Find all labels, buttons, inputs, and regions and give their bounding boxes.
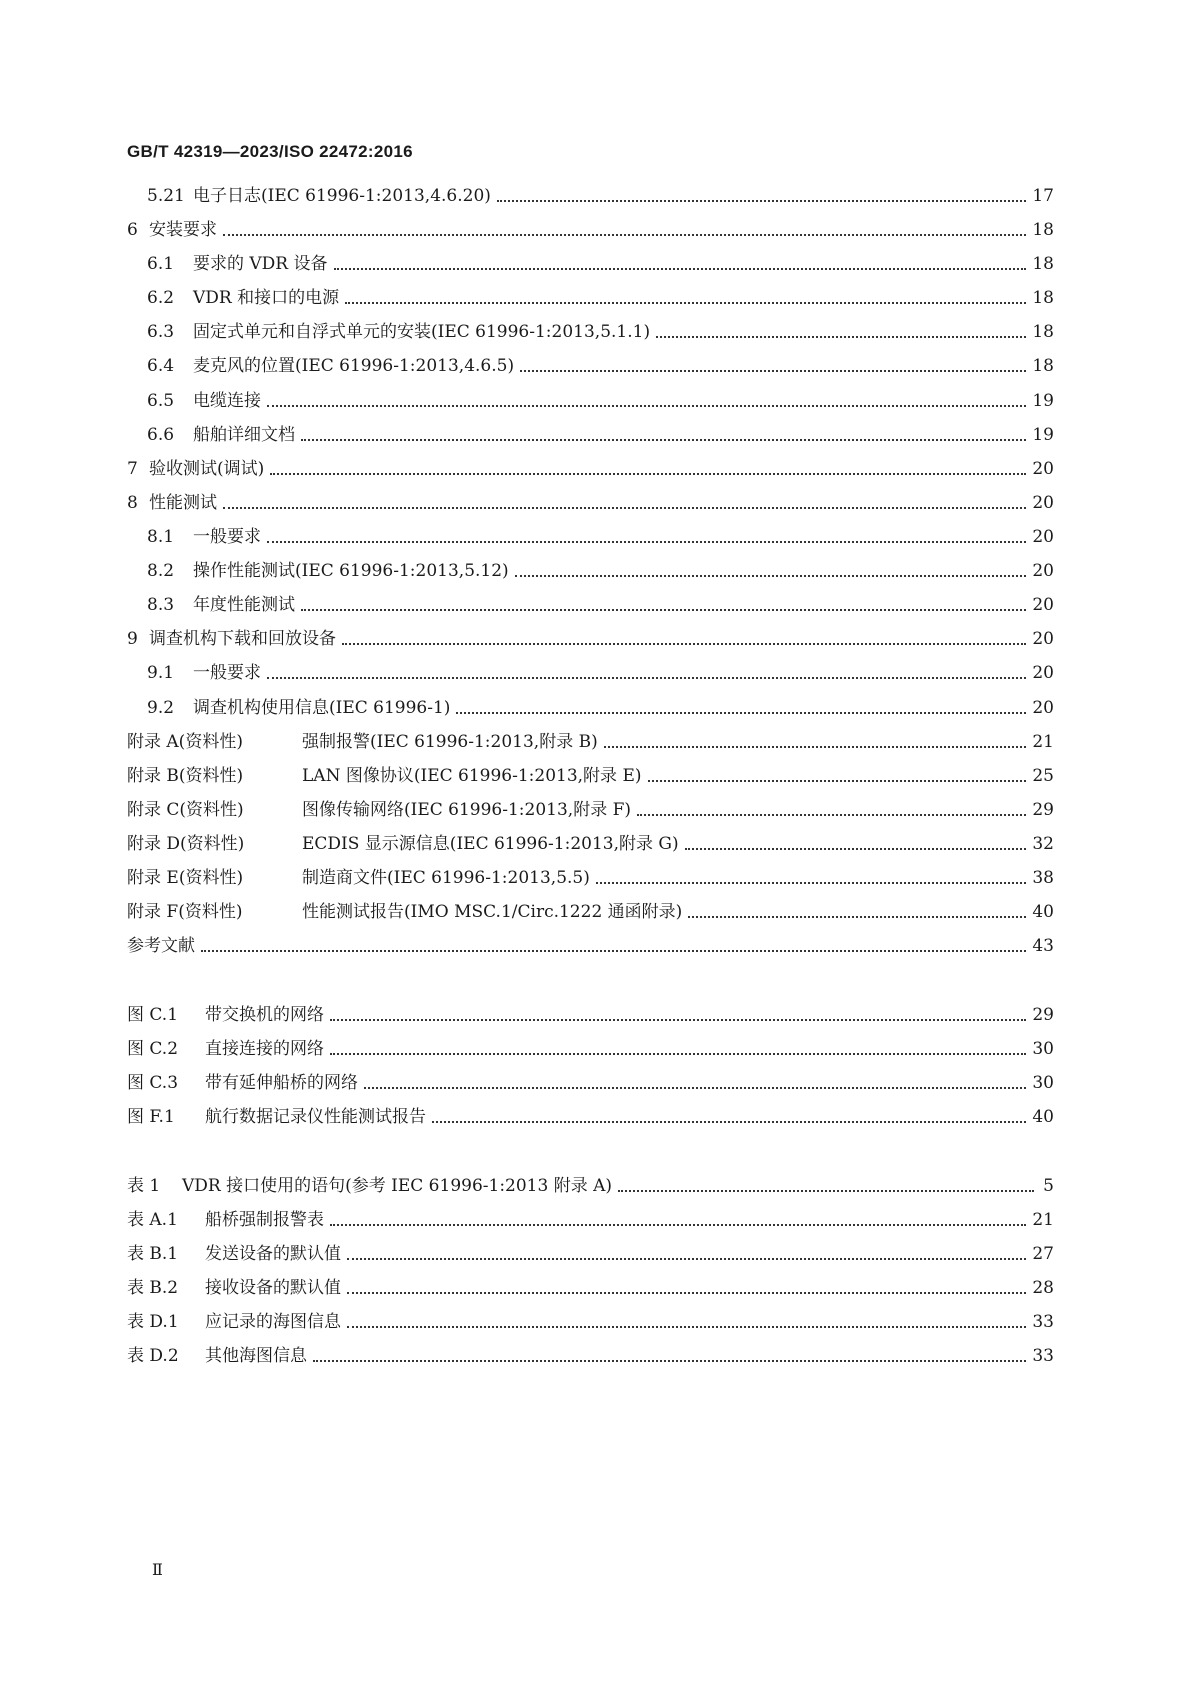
toc-entry-page: 32 [1032,834,1054,854]
toc-entry-number: 9 [127,629,138,649]
toc-entry-number: 8.1 [147,527,175,547]
toc-entry-page: 18 [1032,254,1054,274]
toc-entry[interactable] [127,831,1054,857]
figure-entry-title: 直接连接的网络 [205,1039,324,1059]
toc-entry-number: 7 [127,459,138,479]
table-entry-title: 发送设备的默认值 [205,1244,341,1264]
dot-leader [347,1258,1026,1260]
toc-entry-title: 调查机构使用信息(IEC 61996-1) [193,698,451,718]
toc-entry-page: 25 [1032,766,1054,786]
toc-entry[interactable] [127,456,1054,482]
figure-entry-title: 航行数据记录仪性能测试报告 [205,1107,426,1127]
toc-entry-number: 8 [127,493,138,513]
toc-entry-page: 29 [1032,800,1054,820]
toc-entry-title: ECDIS 显示源信息(IEC 61996-1:2013,附录 G) [302,834,679,854]
toc-entry-page: 19 [1032,425,1054,445]
dot-leader [313,1360,1026,1362]
table-entry-page: 33 [1032,1346,1054,1366]
toc-entry-title: 性能测试报告(IMO MSC.1/Circ.1222 通函附录) [302,902,683,922]
figure-entry-page: 40 [1032,1107,1054,1127]
dot-leader [342,643,1026,645]
dot-leader [301,439,1026,441]
toc-entry[interactable] [147,388,1054,414]
dot-leader [520,370,1026,372]
toc-entry-number: 6.1 [147,254,175,274]
dot-leader [596,882,1026,884]
table-entry-page: 33 [1032,1312,1054,1332]
figure-entry-number: 图 F.1 [127,1107,175,1127]
toc-entry-page: 21 [1032,732,1054,752]
toc-entry[interactable] [147,353,1054,379]
toc-entry-title: 麦克风的位置(IEC 61996-1:2013,4.6.5) [193,356,515,376]
toc-entry[interactable] [127,729,1054,755]
toc-entry-number: 附录 F(资料性) [127,902,243,922]
toc-entry[interactable] [127,933,1054,959]
dot-leader [267,541,1026,543]
table-entry-number: 表 D.2 [127,1346,179,1366]
figure-entry-number: 图 C.2 [127,1039,179,1059]
figure-entry-number: 图 C.1 [127,1005,179,1025]
toc-entry-title: 制造商文件(IEC 61996-1:2013,5.5) [302,868,590,888]
toc-entry-number: 9.1 [147,663,175,683]
dot-leader [345,302,1026,304]
toc-entry[interactable] [147,251,1054,277]
toc-entry[interactable] [147,524,1054,550]
figure-entry-page: 29 [1032,1005,1054,1025]
toc-entry-title: 安装要求 [149,220,217,240]
toc-entry[interactable] [127,217,1054,243]
table-entry[interactable] [127,1309,1054,1335]
toc-entry-title: 图像传输网络(IEC 61996-1:2013,附录 F) [302,800,632,820]
table-entry-title: 船桥强制报警表 [205,1210,324,1230]
table-entry-title: 应记录的海图信息 [205,1312,341,1332]
table-entry-page: 5 [1043,1176,1054,1196]
dot-leader [688,916,1026,918]
toc-entry-page: 18 [1032,322,1054,342]
dot-leader [267,405,1026,407]
dot-leader [223,234,1026,236]
document-code-header: GB/T 42319—2023/ISO 22472:2016 [127,142,413,161]
page-number-footer: Ⅱ [152,1560,163,1579]
table-entry-number: 表 B.2 [127,1278,179,1298]
dot-leader [648,780,1027,782]
toc-entry-page: 18 [1032,356,1054,376]
toc-entry-title: 一般要求 [193,527,261,547]
dot-leader [685,848,1027,850]
toc-entry-number: 6.6 [147,425,175,445]
dot-leader [330,1053,1026,1055]
toc-entry-number: 6 [127,220,138,240]
toc-entry-title: 固定式单元和自浮式单元的安装(IEC 61996-1:2013,5.1.1) [193,322,651,342]
toc-entry-page: 20 [1032,459,1054,479]
toc-entry[interactable] [147,660,1054,686]
toc-entry-number: 附录 B(资料性) [127,766,244,786]
toc-entry-title: 电子日志(IEC 61996-1:2013,4.6.20) [193,186,491,206]
toc-entry-number: 6.2 [147,288,175,308]
dot-leader [347,1326,1026,1328]
figure-entry-title: 带交换机的网络 [205,1005,324,1025]
dot-leader [301,609,1026,611]
toc-entry-number: 附录 A(资料性) [127,732,243,752]
toc-entry-title: 船舶详细文档 [193,425,295,445]
dot-leader [267,677,1026,679]
dot-leader [497,200,1026,202]
toc-entry-title: 年度性能测试 [193,595,295,615]
toc-entry-number: 附录 C(资料性) [127,800,244,820]
dot-leader [201,950,1026,952]
toc-entry[interactable] [127,797,1054,823]
toc-entry-page: 20 [1032,595,1054,615]
table-entry[interactable] [127,1241,1054,1267]
table-entry-number: 表 B.1 [127,1244,179,1264]
toc-entry[interactable] [147,422,1054,448]
toc-entry-page: 40 [1032,902,1054,922]
toc-entry-title: 一般要求 [193,663,261,683]
table-entry-page: 27 [1032,1244,1054,1264]
table-entry[interactable] [127,1275,1054,1301]
dot-leader [364,1087,1026,1089]
figure-entry[interactable] [127,1036,1054,1062]
table-entry[interactable] [127,1207,1054,1233]
toc-entry-page: 20 [1032,493,1054,513]
table-entry-page: 28 [1032,1278,1054,1298]
table-entry-title: 接收设备的默认值 [205,1278,341,1298]
figure-entry[interactable] [127,1104,1054,1130]
toc-entry-page: 20 [1032,629,1054,649]
toc-entry-title: 性能测试 [149,493,217,513]
table-entry[interactable] [127,1343,1054,1369]
dot-leader [330,1019,1026,1021]
dot-leader [223,507,1026,509]
table-entry[interactable] [127,1173,1054,1199]
toc-entry-page: 43 [1032,936,1054,956]
figure-entry[interactable] [127,1002,1054,1028]
table-entry-number: 表 1 [127,1176,161,1196]
toc-entry-number: 6.5 [147,391,175,411]
dot-leader [270,473,1026,475]
figure-entry-page: 30 [1032,1039,1054,1059]
toc-entry-title: 强制报警(IEC 61996-1:2013,附录 B) [302,732,598,752]
dot-leader [618,1190,1034,1192]
toc-entry-page: 17 [1032,186,1054,206]
toc-entry-title: 验收测试(调试) [149,459,265,479]
toc-entry-number: 8.2 [147,561,175,581]
toc-entry-number: 9.2 [147,698,175,718]
toc-entry-number: 5.21 [147,186,185,206]
table-entry-number: 表 D.1 [127,1312,179,1332]
dot-leader [637,814,1026,816]
toc-entry-page: 20 [1032,698,1054,718]
toc-entry-page: 38 [1032,868,1054,888]
toc-entry[interactable] [127,626,1054,652]
toc-entry[interactable] [127,763,1054,789]
dot-leader [432,1121,1026,1123]
figure-entry-number: 图 C.3 [127,1073,179,1093]
figure-entry[interactable] [127,1070,1054,1096]
dot-leader [330,1224,1026,1226]
toc-entry-number: 8.3 [147,595,175,615]
toc-entry-number: 附录 E(资料性) [127,868,244,888]
dot-leader [515,575,1027,577]
figure-entry-page: 30 [1032,1073,1054,1093]
toc-entry[interactable] [127,490,1054,516]
toc-entry-title: 要求的 VDR 设备 [193,254,328,274]
toc-entry-title: VDR 和接口的电源 [193,288,340,308]
toc-entry[interactable] [147,183,1054,209]
toc-entry[interactable] [127,899,1054,925]
toc-entry-title: LAN 图像协议(IEC 61996-1:2013,附录 E) [302,766,642,786]
toc-entry-number: 附录 D(资料性) [127,834,245,854]
table-entry-title: VDR 接口使用的语句(参考 IEC 61996-1:2013 附录 A) [182,1176,613,1196]
toc-entry-page: 19 [1032,391,1054,411]
toc-entry-page: 20 [1032,663,1054,683]
dot-leader [604,746,1027,748]
table-entry-page: 21 [1032,1210,1054,1230]
toc-entry-number: 6.4 [147,356,175,376]
toc-entry-page: 18 [1032,220,1054,240]
toc-entry[interactable] [147,592,1054,618]
toc-entry-title: 调查机构下载和回放设备 [149,629,336,649]
dot-leader [656,336,1026,338]
toc-entry[interactable] [147,285,1054,311]
toc-entry[interactable] [147,319,1054,345]
toc-entry-page: 18 [1032,288,1054,308]
dot-leader [456,712,1026,714]
table-entry-number: 表 A.1 [127,1210,178,1230]
figure-entry-title: 带有延伸船桥的网络 [205,1073,358,1093]
table-entry-title: 其他海图信息 [205,1346,307,1366]
dot-leader [334,268,1027,270]
toc-entry-title: 电缆连接 [193,391,261,411]
toc-entry[interactable] [127,865,1054,891]
toc-entry[interactable] [147,558,1054,584]
toc-entry-page: 20 [1032,527,1054,547]
toc-entry-number: 6.3 [147,322,175,342]
toc-entry-title: 操作性能测试(IEC 61996-1:2013,5.12) [193,561,509,581]
dot-leader [347,1292,1026,1294]
toc-entry-page: 20 [1032,561,1054,581]
toc-entry-title: 参考文献 [127,936,195,956]
toc-entry[interactable] [147,695,1054,721]
